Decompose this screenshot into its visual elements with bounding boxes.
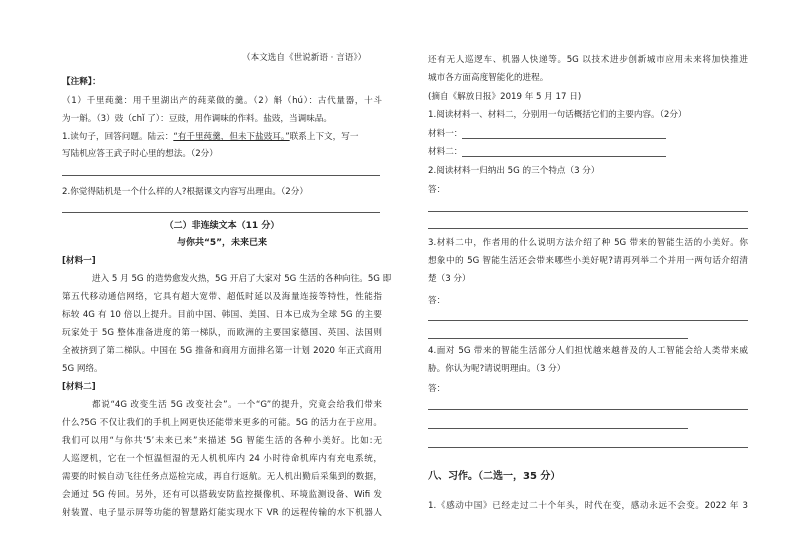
answer-line[interactable]: [462, 156, 666, 157]
question-1-suffix: 联系上下文，写一: [289, 132, 359, 142]
answer-line[interactable]: [428, 228, 748, 229]
question-1: [62, 131, 358, 143]
excerpt-source: (摘自《解放日报》2019 年 5 月 17 日): [428, 92, 582, 102]
answer-line[interactable]: [62, 212, 380, 213]
answer-line[interactable]: [428, 447, 748, 448]
material-2-continued: 还有无人巡逻车、机器人快递等。5G 以技术进步创新城市应用未来将加快推进: [428, 55, 748, 65]
question-1-quote: “有千里莼羹，但未下盐豉耳。”: [173, 132, 290, 142]
material-2-line: 会通过 5G 传回。另外，还有可以搭载安防监控摄像机、环境监测设备、Wifi 发: [62, 490, 382, 500]
material-1-line: 玩家处于 5G 整体准备进度的第一梯队，而欧洲的主要国家德国、英国、法国则: [62, 328, 382, 338]
right-question-4-line-2: 胁。你认为呢?请说明理由。（3 分）: [428, 364, 566, 374]
material-2-line: 都说“4G 改变生活 5G 改变社会”。一个“G”的提升，究竟会给我们带来: [92, 400, 382, 410]
right-question-3-line-2: 想象中的 5G 智能生活还会带来哪些小美好呢?请再列举二个并用一两句话介绍清: [428, 256, 748, 266]
answer-label: 答：: [428, 185, 446, 195]
material-2-line: 需要的时候自动飞往任务点巡检完成，再自行返航。无人机出勤后采集到的数据，: [62, 472, 382, 482]
question-2: 2.你觉得陆机是一个什么样的人?根据课文内容写出理由。（2分）: [62, 187, 308, 197]
right-question-3: 3.材料二中，作者用的什么说明方法介绍了种 5G 带来的智能生活的小美好。你: [428, 238, 748, 248]
material-2-line: 射装置、电子显示屏等功能的智慧路灯能实现水下 VR 的远程传输的水下机器人: [62, 508, 382, 518]
material-1-line: 标较 4G 有 10 倍以上提升。目前中国、韩国、美国、日本已成为全球 5G 的主要: [62, 310, 382, 320]
material-1-line: 5G 网络。: [62, 364, 103, 374]
article-title: 与你共“5”，未来已来: [176, 238, 268, 248]
answer-line[interactable]: [428, 428, 688, 429]
source-citation: （本文选自《世说新语 · 言语》）: [242, 53, 367, 63]
material-2-line: 我们可以用“与你共‘5’未来已来”来描述 5G 智能生活的各种小美好。比如:无: [62, 436, 382, 446]
question-1-prefix: 1.读句子，回答问题。陆云：: [62, 132, 174, 142]
material-2-line: 什么?5G 不仅让我们的手机上网更快还能带来更多的可能。5G 的活力在于应用。: [62, 418, 382, 428]
material-1-label: [材料一]: [62, 256, 96, 266]
answer-line[interactable]: [462, 138, 666, 139]
material-1-answer-label: 材料一：: [428, 129, 463, 139]
answer-line[interactable]: [62, 175, 380, 176]
essay-prompt: 1.《感动中国》已经走过二十个年头，时代在变，感动永远不会变。2022 年 3: [428, 501, 748, 511]
right-question-2: 2.阅读材料一归纳出 5G 的三个特点（3 分）: [428, 166, 600, 176]
answer-line[interactable]: [428, 409, 748, 410]
material-1-line: 全被挤到了第二梯队。中国在 5G 推备和商用方面排名第一计划 2020 年正式商用: [62, 346, 382, 356]
note-line-2: 为一斛。（3）豉（chǐ 了）：豆豉，用作调味的作料。盐豉，当调味品。: [62, 114, 332, 124]
answer-line[interactable]: [428, 211, 748, 212]
material-1-line: 进入 5 月 5G 的造势愈发火热，5G 开启了大家对 5G 生活的各种向往。5G 即: [92, 274, 392, 284]
answer-line[interactable]: [428, 338, 688, 339]
answer-line[interactable]: [428, 320, 748, 321]
notes-label: 【注释】：: [62, 77, 101, 87]
right-question-3-line-3: 楚（3 分）: [428, 274, 471, 284]
material-2-continued: 城市各方面高度智能化的进程。: [428, 73, 549, 83]
answer-label: 答：: [428, 296, 446, 306]
section-8-heading: 八、习作。（二选一，35 分）: [428, 471, 561, 482]
material-1-line: 第五代移动通信网络，它具有超大宽带、超低时延以及海量连接等特性，性能指: [62, 292, 382, 302]
section-2-heading: （二）非连续文本（11 分）: [164, 221, 280, 231]
right-question-4: 4.面对 5G 带来的智能生活部分人们担忧越来越普及的人工智能会给人类带来威: [428, 346, 748, 356]
material-2-answer-label: 材料二：: [428, 147, 463, 157]
material-2-line: 人巡逻机，它在一个恒温恒湿的无人机机库内 24 小时待命机库内有充电系统，: [62, 454, 382, 464]
answer-label: 答：: [428, 384, 446, 394]
note-line-1: （1）千里莼羹：用千里湖出产的莼菜做的羹。（2）斛（hú）：古代量器，十斗: [62, 96, 382, 106]
question-1-line-2: 写陆机应答王武子时心里的想法。（2分）: [62, 149, 218, 159]
right-question-1: 1.阅读材料一、材料二，分别用一句话概括它们的主要内容。（2分）: [428, 110, 687, 120]
material-2-label: [材料二]: [62, 382, 96, 392]
